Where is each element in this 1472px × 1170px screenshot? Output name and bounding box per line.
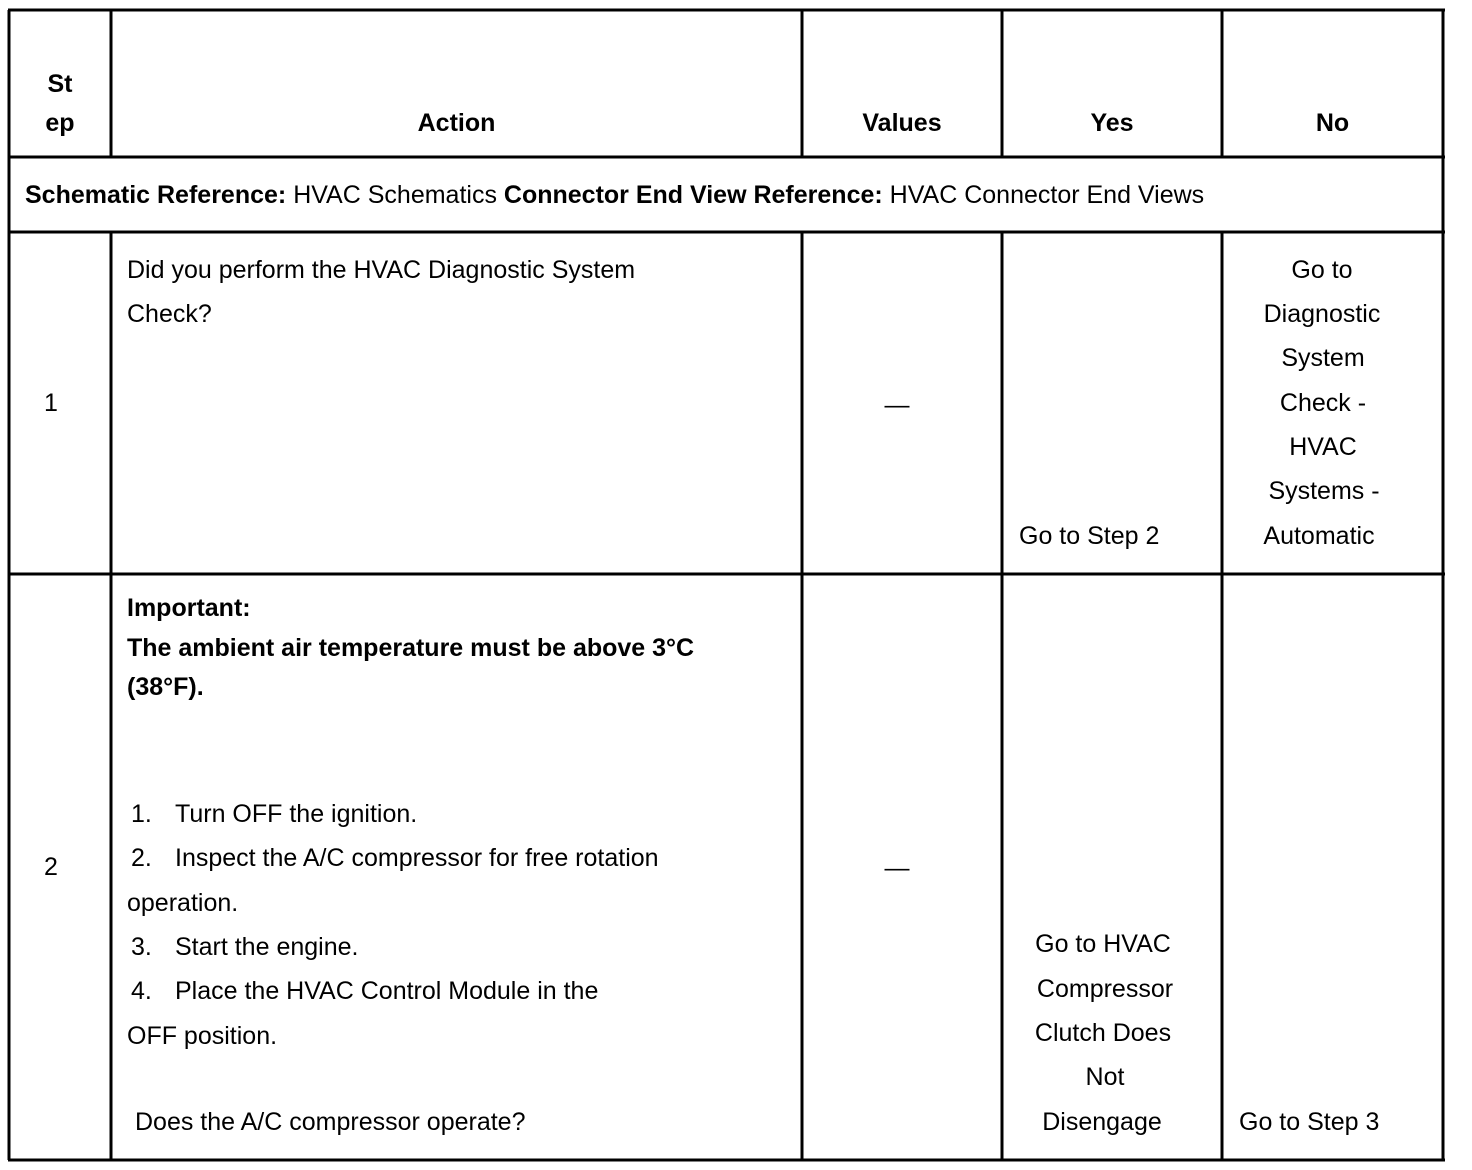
- row2-yes-line4[interactable]: Not: [1085, 1063, 1125, 1091]
- row1-no-line4[interactable]: Check -: [1279, 389, 1367, 417]
- schematic-reference-link[interactable]: HVAC Schematics: [293, 181, 497, 209]
- row2-yes-line1[interactable]: Go to HVAC: [1035, 930, 1171, 958]
- procedure-step-text: Place the HVAC Control Module in the: [175, 977, 599, 1005]
- header-step-line1: St: [47, 70, 73, 98]
- row1-no-line7[interactable]: Automatic: [1263, 522, 1375, 550]
- header-step-line2: ep: [45, 109, 75, 137]
- header-values: Values: [862, 109, 942, 137]
- schematic-reference-label: Schematic Reference:: [25, 181, 287, 209]
- row1-yes-link[interactable]: Go to Step 2: [1019, 522, 1160, 550]
- important-label: Important:: [127, 594, 251, 622]
- procedure-step-number: 2.: [131, 844, 152, 872]
- procedure-step-text: Turn OFF the ignition.: [175, 800, 418, 828]
- procedure-step-continuation: operation.: [127, 889, 239, 917]
- important-line2: (38°F).: [127, 673, 204, 701]
- row1-action-line1: Did you perform the HVAC Diagnostic System: [127, 256, 636, 284]
- header-no: No: [1315, 109, 1350, 137]
- procedure-step-continuation: OFF position.: [127, 1022, 278, 1050]
- row1-no-line6[interactable]: Systems -: [1268, 477, 1380, 505]
- row1-no-line3[interactable]: System: [1281, 344, 1365, 372]
- row1-no-line5[interactable]: HVAC: [1289, 433, 1357, 461]
- reference-line: [25, 173, 1204, 217]
- row2-value: —: [884, 854, 910, 882]
- connector-reference-label: Connector End View Reference:: [503, 181, 883, 209]
- procedure-step-text: Start the engine.: [175, 933, 359, 961]
- row2-step: 2: [44, 853, 58, 881]
- connector-reference-link[interactable]: HVAC Connector End Views: [889, 181, 1205, 209]
- header-action: Action: [417, 109, 496, 137]
- row1-step: 1: [44, 389, 58, 417]
- row2-yes-line5[interactable]: Disengage: [1042, 1108, 1162, 1136]
- procedure-step-number: 3.: [131, 933, 152, 961]
- row1-action-line2: Check?: [127, 300, 212, 328]
- row2-yes-line2[interactable]: Compressor: [1036, 975, 1174, 1003]
- procedure-step-number: 4.: [131, 977, 152, 1005]
- important-line1: The ambient air temperature must be above 3°C: [127, 634, 695, 662]
- row2-no-link[interactable]: Go to Step 3: [1239, 1108, 1380, 1136]
- row1-value: —: [884, 391, 910, 419]
- row2-yes-line3[interactable]: Clutch Does: [1034, 1019, 1172, 1047]
- procedure-step-text: Inspect the A/C compressor for free rotation: [175, 844, 659, 872]
- row1-no-line2[interactable]: Diagnostic: [1263, 300, 1381, 328]
- header-yes: Yes: [1090, 109, 1134, 137]
- procedure-step-number: 1.: [131, 800, 152, 828]
- row1-no-line1[interactable]: Go to: [1291, 256, 1353, 284]
- row2-question: Does the A/C compressor operate?: [135, 1108, 526, 1136]
